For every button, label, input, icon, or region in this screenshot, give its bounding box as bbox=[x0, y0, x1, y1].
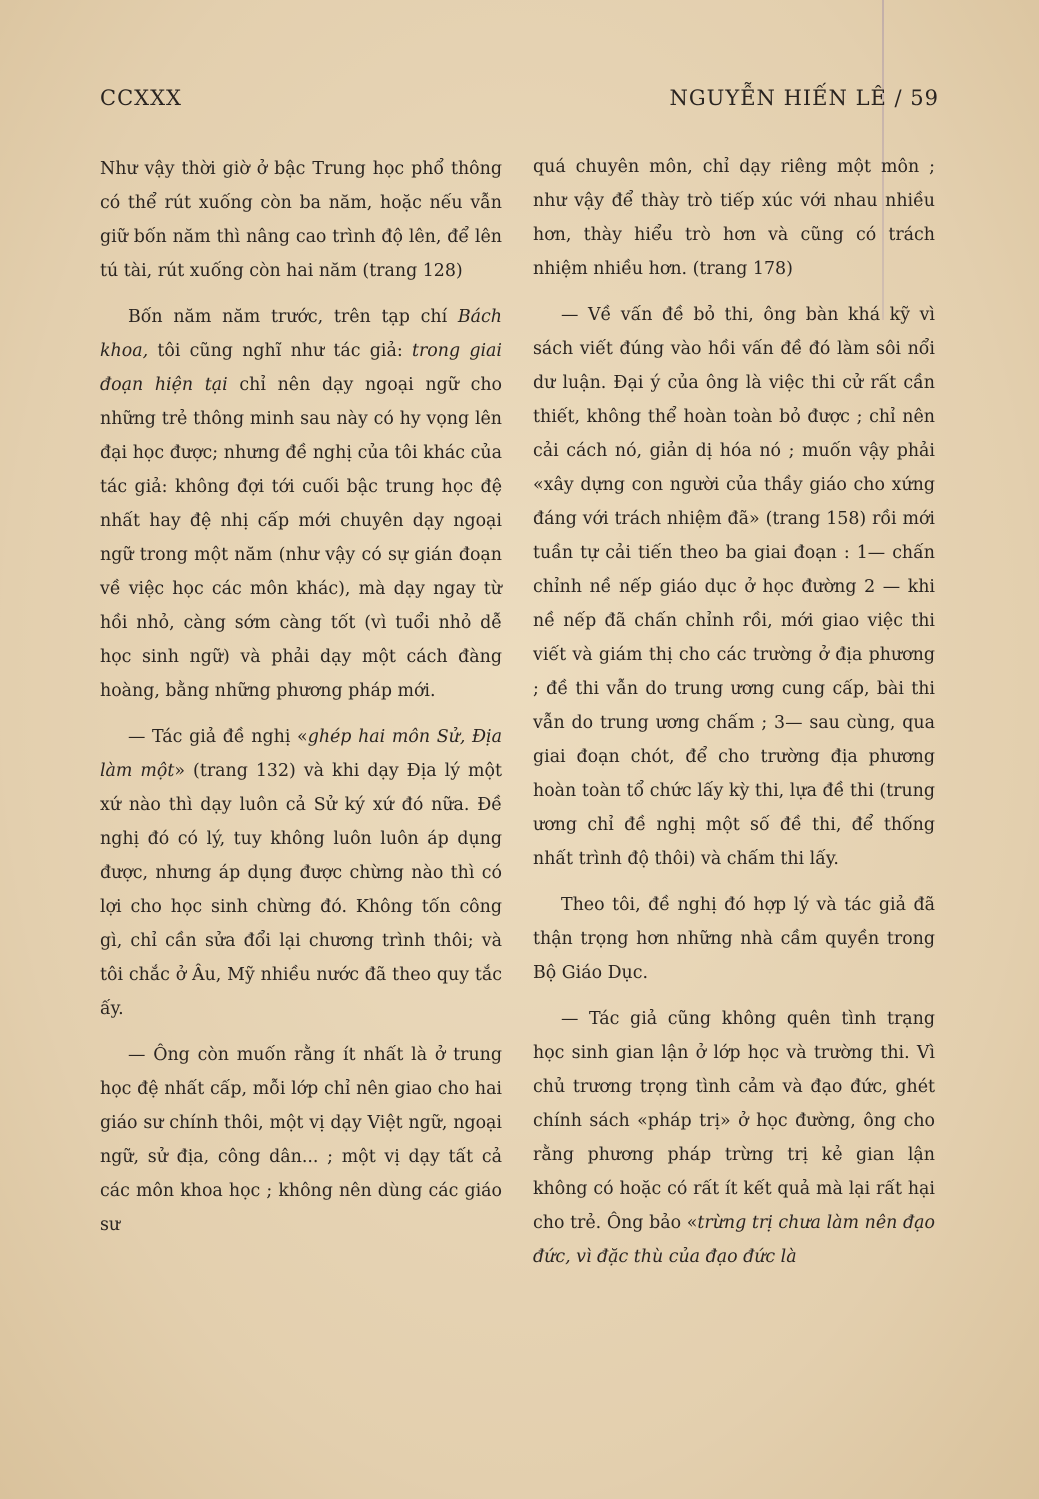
right-column bbox=[533, 150, 935, 1286]
running-header bbox=[100, 86, 939, 120]
italic-quote: trừng trị chưa làm nên đạo đức, vì đặc thù của đạo đức là bbox=[533, 1213, 935, 1267]
paragraph: quá chuyên môn, chỉ dạy riêng một môn ; như vậy để thày trò tiếp xúc với nhau nhiều hơn, thày hiểu trò hơn và cũng có trách nhiệm nhiều hơn. (trang 178) bbox=[533, 157, 935, 279]
header-author-page: NGUYỄN HIẾN LÊ / 59 bbox=[669, 86, 939, 110]
header-left-code: CCXXX bbox=[100, 86, 182, 110]
italic-title: Bách khoa, bbox=[100, 307, 502, 361]
italic-quote: ghép hai môn Sử, Địa làm một bbox=[100, 727, 502, 781]
paragraph: Theo tôi, đề nghị đó hợp lý và tác giả đã thận trọng hơn những nhà cầm quyền trong Bộ Giáo Dục. bbox=[533, 895, 935, 983]
paragraph: Như vậy thời giờ ở bậc Trung học phổ thông có thể rút xuống còn ba năm, hoặc nếu vẫn giữ bốn năm thì nâng cao trình độ lên, để lên tú tài, rút xuống còn hai năm (trang 128) bbox=[100, 159, 502, 281]
paragraph: — Tác giả cũng không quên tình trạng học sinh gian lận ở lớp học và trường thi. Vì chủ trương trọng tình cảm và đạo đức, ghét chính sách «pháp trị» ở học đường, ông cho rằng phương pháp trừng trị kẻ gian lận không có hoặc có rất ít kết quả mà lại rất hại cho trẻ. Ông bảo «trừng trị chưa làm nên đạo đức, vì đặc thù của đạo đức là bbox=[533, 1009, 935, 1267]
paragraph: — Về vấn đề bỏ thi, ông bàn khá kỹ vì sách viết đúng vào hồi vấn đề đó làm sôi nổi dư luận. Đại ý của ông là việc thi cử rất cần thiết, không thể hoàn toàn bỏ được ; chỉ nên cải cách nó, giản dị hóa nó ; muốn vậy phải «xây dựng con người của thầy giáo cho xứng đáng với trách nhiệm đã» (trang 158) rồi mới tuần tự cải tiến theo ba giai đoạn : 1— chấn chỉnh nề nếp giáo dục ở học đường 2 — khi nề nếp đã chấn chỉnh rồi, mới giao việc thi viết và giám thị cho các trường ở địa phương ; đề thi vẫn do trung ương cung cấp, bài thi vẫn do trung ương chấm ; 3— sau cùng, qua giai đoạn chót, để cho trường địa phương hoàn toàn tổ chức lấy kỳ thi, lựa đề thi (trung ương chỉ đề nghị một số đề thi, để thống nhất trình độ thôi) và chấm thi lấy. bbox=[533, 305, 935, 869]
italic-quote: trong giai đoạn hiện tại bbox=[100, 341, 502, 395]
paragraph: — Ông còn muốn rằng ít nhất là ở trung học đệ nhất cấp, mỗi lớp chỉ nên giao cho hai giáo sư chính thôi, một vị dạy Việt ngữ, ngoại ngữ, sử địa, công dân... ; một vị dạy tất cả các môn khoa học ; không nên dùng các giáo sư bbox=[100, 1045, 502, 1235]
paragraph: — Tác giả đề nghị «ghép hai môn Sử, Địa làm một» (trang 132) và khi dạy Địa lý một xứ nào thì dạy luôn cả Sử ký xứ đó nữa. Đề nghị đó có lý, tuy không luôn luôn áp dụng được, nhưng áp dụng được chừng nào thì có lợi cho học sinh chừng đó. Không tốn công gì, chỉ cần sửa đổi lại chương trình thôi; và tôi chắc ở Âu, Mỹ nhiều nước đã theo quy tắc ấy. bbox=[100, 727, 503, 1019]
left-column bbox=[100, 152, 502, 1254]
paragraph: Bốn năm năm trước, trên tạp chí Bách khoa, tôi cũng nghĩ như tác giả: trong giai đoạn hiện tại chỉ nên dạy ngoại ngữ cho những trẻ thông minh sau này có hy vọng lên đại học được; nhưng đề nghị của tôi khác của tác giả: không đợi tới cuối bậc trung học đệ nhất hay đệ nhị cấp mới chuyên dạy ngoại ngữ trong một năm (như vậy có sự gián đoạn về việc học các môn khác), mà dạy ngay từ hồi nhỏ, càng sớm càng tốt (vì tuổi nhỏ dễ học sinh ngữ) và phải dạy một cách đàng hoàng, bằng những phương pháp mới. bbox=[100, 307, 502, 701]
